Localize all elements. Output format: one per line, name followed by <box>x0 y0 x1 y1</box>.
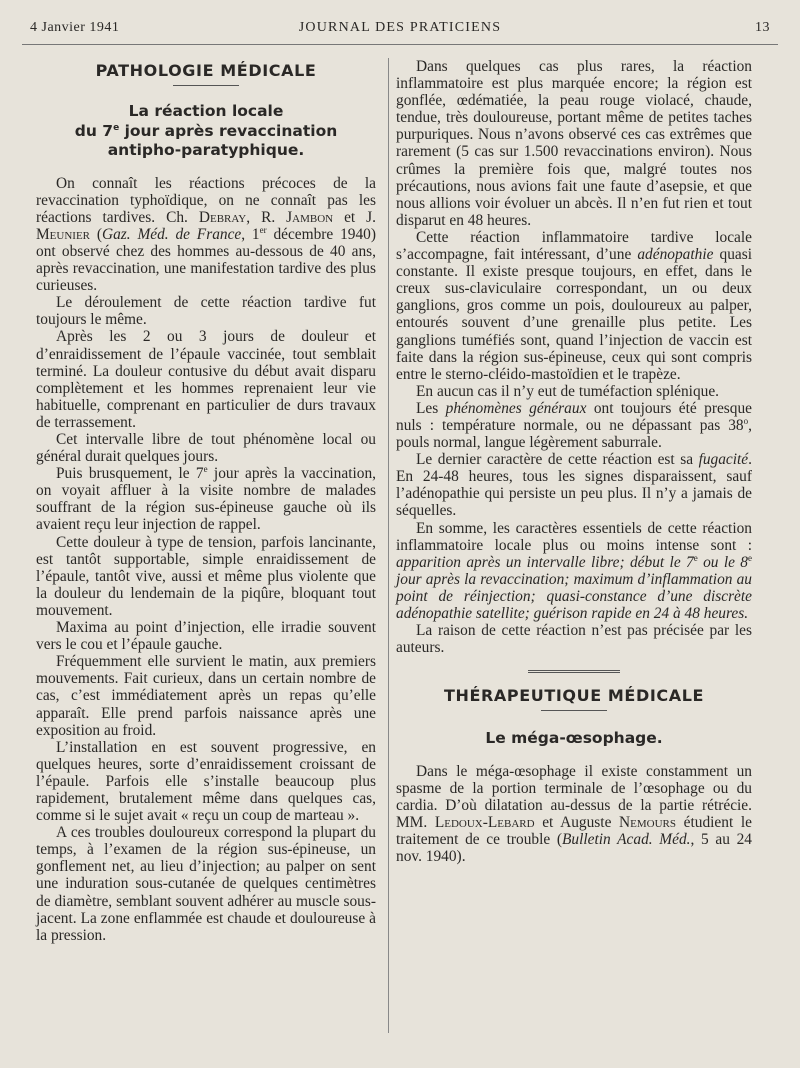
text: ( <box>90 225 102 243</box>
right-column <box>396 58 752 865</box>
title-line-1: La réaction locale <box>128 102 284 121</box>
paragraph: Maxima au point d’injection, elle irradie souvent vers le cou et l’épaule gauche. <box>36 619 376 654</box>
paragraph <box>396 520 752 623</box>
text: Les <box>416 399 446 417</box>
text: Cette réaction inflammatoire tardive locale s’accompagne, fait intéressant, d’une <box>396 228 752 264</box>
text: décembre 1940) ont observé chez des hommes au-dessous de 40 ans, après revaccination, une manifestation tardive des plus curieuses. <box>36 225 376 295</box>
section-rule <box>173 85 239 86</box>
page-header <box>30 20 770 42</box>
text: En somme, les caractères essentiels de cette réaction inflammatoire locale plus ou moins intense sont : <box>396 519 752 554</box>
paragraph <box>396 763 752 866</box>
title-line-2a: du 7 <box>74 121 114 140</box>
section-heading-pathologie: PATHOLOGIE MÉDICALE <box>95 61 317 80</box>
paragraph: A ces troubles douloureux correspond la plupart du temps, à l’examen de la région sus-épineuse, un gonflement net, au lieu d’injection; au palper on sent une induration sous-cutanée de quelques centimètres de diamètre, semblant souvent adhérer au muscle sous-jacent. La zone enflammée est chaude et douloureuse à la pression. <box>36 824 376 944</box>
text: ont toujours été presque nuls : température normale, ou ne dépassant pas 38 <box>396 399 752 434</box>
column-divider <box>388 58 389 1033</box>
journal-reference: Gaz. Méd. de France <box>101 225 242 243</box>
superscript: e <box>203 464 208 475</box>
article-title-reaction <box>36 102 376 161</box>
text: étudient le traitement de ce trouble ( <box>396 814 752 849</box>
emphasis: adénopathie <box>637 246 714 264</box>
author-name: Meunier <box>36 225 91 243</box>
text: jour après la vaccination, on voyait affluer à la visite nombre de malades souffrant de la région sus-épineuse gauche où ils avaient reçu leur injection de rappel. <box>36 465 377 534</box>
superscript: er <box>259 224 267 235</box>
author-name: Ledoux-Lebard <box>434 814 535 832</box>
spacer <box>396 673 752 683</box>
text: , R. <box>246 208 287 226</box>
emphasis: ou le 8 <box>697 553 748 571</box>
text: On connaît les réactions précoces de la revaccination typhoïdique, on ne connaît pas les réactions tardives. Ch. <box>36 174 376 226</box>
text: , 1 <box>241 225 260 243</box>
emphasis: fugacité <box>698 451 749 469</box>
paragraph: Fréquemment elle survient le matin, aux premiers mouvements. Fait curieux, dans un certain nombre de cas, c’est immédiatement après un repas qu’elle apparaît. Elle prend parfois naissance après une exposition au froid. <box>36 653 376 739</box>
paragraph: L’installation en est souvent progressive, en quelques heures, sorte d’enraidissement croissant de l’épaule. Parfois elle s’installe beaucoup plus rapidement, brutalement même dans quelques cas, comme si le sujet avait « reçu un coup de marteau ». <box>36 738 376 825</box>
superscript: o <box>743 415 749 426</box>
text: . En 24-48 heures, tous les signes disparaissent, sauf l’adénopathie qui persiste un peu plus. Il n’y a jamais de séquelles. <box>396 451 752 520</box>
text: , pouls normal, langue légèrement saburrale. <box>396 416 752 452</box>
paragraph <box>396 400 752 451</box>
section-heading-therapeutique: THÉRAPEUTIQUE MÉDICALE <box>443 686 705 706</box>
paragraph <box>396 451 752 519</box>
author-name: Nemours <box>619 814 677 832</box>
title-line-3: antipho-paratyphique. <box>107 141 305 160</box>
paragraph: Dans quelques cas plus rares, la réaction inflammatoire est plus marquée encore; la région est gonflée, œdématiée, la peau rouge violacé, chaude, tendue, très douloureuse, portant même de petites taches purpuriques. Nous n’avons observé ces cas extrêmes que rarement (5 cas sur 1.500 revaccinations environ). Nous crûmes la première fois que, malgré toutes nos précautions, nous avions fait une faute d’asepsie, et que nous allions voir évoluer un abcès. Il n’en fut rien et tout disparut en 48 heures. <box>396 58 752 229</box>
paragraph: Cet intervalle libre de tout phénomène local ou général durait quelques jours. <box>36 431 376 466</box>
text: et Auguste <box>534 814 620 832</box>
text: quasi constante. Il existe presque toujours, en effet, dans le creux sus-claviculaire correspondant, un ou deux ganglions, gros comme un pois, douloureux au palper, entourés souvent d’une grenaille plus petite. Les ganglions tuméfiés sont, quand l’injection de vaccin est faite dans la région sus-épineuse, ceux qui sont compris entre le sterno-cléido-mastoïdien et le trapèze. <box>396 246 752 383</box>
header-date: 4 Janvier 1941 <box>30 20 120 35</box>
paragraph <box>36 175 376 295</box>
paragraph <box>36 465 376 533</box>
superscript: e <box>748 552 752 563</box>
paragraph: En aucun cas il n’y eut de tuméfaction splénique. <box>416 382 720 400</box>
emphasis: phénomènes généraux <box>445 399 587 417</box>
text: et J. <box>333 208 376 226</box>
paragraph: Le déroulement de cette réaction tardive fut toujours le même. <box>36 294 376 329</box>
title-sup: e <box>113 122 120 133</box>
journal-reference: Bulletin Acad. Méd. <box>562 831 691 849</box>
text: Puis brusquement, le 7 <box>56 465 204 483</box>
paragraph: Cette douleur à type de tension, parfois lancinante, est tantôt supportable, simple enraidissement de l’épaule, tantôt vive, aussi et même plus violente que la douleur du lendemain de la piqûre, bloquant tout mouvement. <box>36 533 376 619</box>
header-rule <box>22 44 778 45</box>
journal-title: JOURNAL DES PRATICIENS <box>298 20 502 35</box>
text: Le dernier caractère de cette réaction est sa <box>416 451 699 469</box>
page-number: 13 <box>755 20 770 35</box>
title-line-2b: jour après revaccination <box>119 121 338 140</box>
emphasis: apparition après un intervalle libre; début le 7 <box>396 553 694 571</box>
emphasis: jour après la revaccination; maximum d’inflammation au point de réinjection; quasi-constance d’une discrète adénopathie satellite; guérison rapide en 24 à 48 heures. <box>396 570 752 622</box>
section-rule <box>541 710 607 711</box>
author-name: Debray <box>198 208 247 226</box>
author-name: Jambon <box>286 208 334 226</box>
left-column <box>36 58 376 944</box>
spacer <box>396 656 752 670</box>
article-title-mega-oesophage: Le méga-œsophage. <box>485 729 663 748</box>
paragraph <box>396 229 752 383</box>
paragraph: Après les 2 ou 3 jours de douleur et d’enraidissement de l’épaule vaccinée, tout semblait terminé. La douleur contusive du début avait disparu complètement et les hommes reprenaient leur vie habituelle, comprenant en particulier de durs travaux de terrassement. <box>36 328 376 431</box>
text: Dans le méga-œsophage il existe constamment un spasme de la portion terminale de l’œsophage ou du cardia. D’où dilatation au-dessus de la partie rétrécie. MM. <box>396 762 752 832</box>
paragraph: La raison de cette réaction n’est pas précisée par les auteurs. <box>396 622 752 657</box>
text: , 5 au 24 nov. 1940). <box>396 831 752 866</box>
superscript: e <box>693 552 698 563</box>
